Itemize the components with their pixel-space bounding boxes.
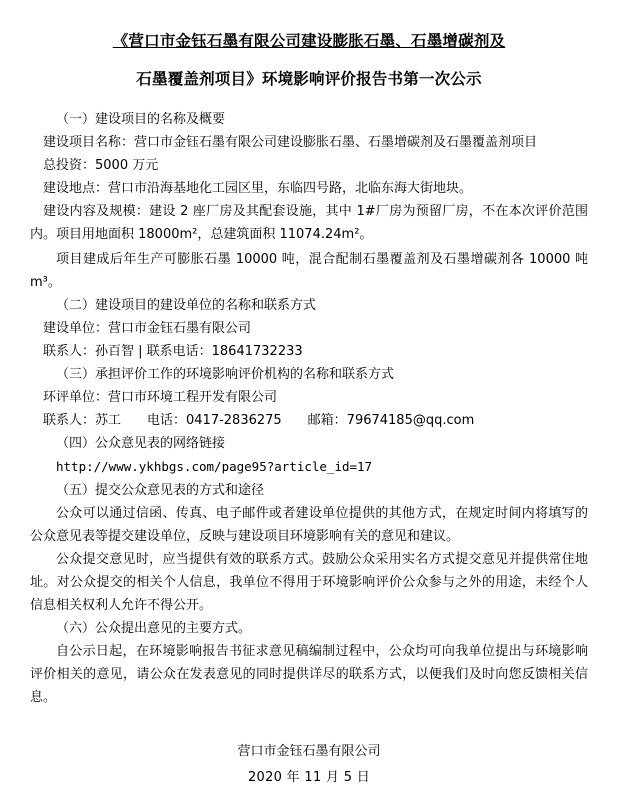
section-heading-5: （五）提交公众意见表的方式和途径	[56, 483, 265, 498]
public-opinion-form-url[interactable]: http://www.ykhbgs.com/page95?article_id=17	[56, 459, 373, 474]
footer-company: 营口市金钰石墨有限公司	[237, 744, 381, 759]
section-6-paragraph-1: 自公示日起，在环境影响报告书征求意见稿编制过程中，公众均可向我单位提出与环境影响评价相关的意见，请公众在发表意见的同时提供详尽的联系方式，以便我们及时向您反馈相关信息。	[30, 644, 588, 705]
section-heading-3: （三）承担评价工作的环境影响评价机构的名称和联系方式	[56, 367, 395, 382]
title-line-2: 石墨覆盖剂项目》环境影响评价报告书第一次公示	[136, 70, 482, 88]
section-heading-2: （二）建设项目的建设单位的名称和联系方式	[56, 298, 317, 313]
section-2-paragraph-1: 建设单位：营口市金钰石墨有限公司	[43, 321, 252, 336]
footer-date: 2020 年 11 月 5 日	[247, 770, 371, 785]
section-heading-4: （四）公众意见表的网络链接	[56, 436, 226, 451]
section-2-paragraph-2: 联系人：孙百智 | 联系电话：18641732233	[43, 344, 303, 359]
section-1-paragraph-1: 建设项目名称：营口市金钰石墨有限公司建设膨胀石墨、石墨增碳剂及石墨覆盖剂项目	[43, 135, 538, 150]
section-3-paragraph-1: 环评单位：营口市环境工程开发有限公司	[43, 390, 278, 405]
section-1-paragraph-3: 建设地点：营口市沿海基地化工园区里，东临四号路，北临东海大街地块。	[43, 181, 473, 196]
section-heading-1: （一）建设项目的名称及概要	[56, 112, 226, 127]
section-5-paragraph-2: 公众提交意见时，应当提供有效的联系方式。鼓励公众采用实名方式提交意见并提供常住地址。对公众提交的相关个人信息，我单位不得用于环境影响评价公众参与之外的用途，未经个人信息相关权利人允许不得公开。	[30, 552, 588, 613]
document-title	[30, 22, 588, 98]
section-heading-6: （六）公众提出意见的主要方式。	[56, 621, 252, 636]
title-line-1: 《营口市金钰石墨有限公司建设膨胀石墨、石墨增碳剂及	[112, 32, 506, 50]
document-footer	[0, 739, 618, 791]
section-1-paragraph-4: 建设内容及规模：建设 2 座厂房及其配套设施，其中 1#厂房为预留厂房，不在本次评价范围内。项目用地面积 18000m²，总建筑面积 11074.24m²。	[30, 204, 588, 242]
section-5-paragraph-1: 公众可以通过信函、传真、电子邮件或者建设单位提供的其他方式，在规定时间内将填写的公众意见表等提交建设单位，反映与建设项目环境影响有关的意见和建议。	[30, 506, 588, 544]
section-1-paragraph-5: 项目建成后年生产可膨胀石墨 10000 吨，混合配制石墨覆盖剂及石墨增碳剂各 10000 吨 m³。	[30, 252, 588, 290]
section-1-paragraph-2: 总投资：5000 万元	[43, 158, 159, 173]
section-3-paragraph-2: 联系人：苏工 电话：0417-2836275 邮箱：79674185@qq.com	[43, 413, 475, 428]
